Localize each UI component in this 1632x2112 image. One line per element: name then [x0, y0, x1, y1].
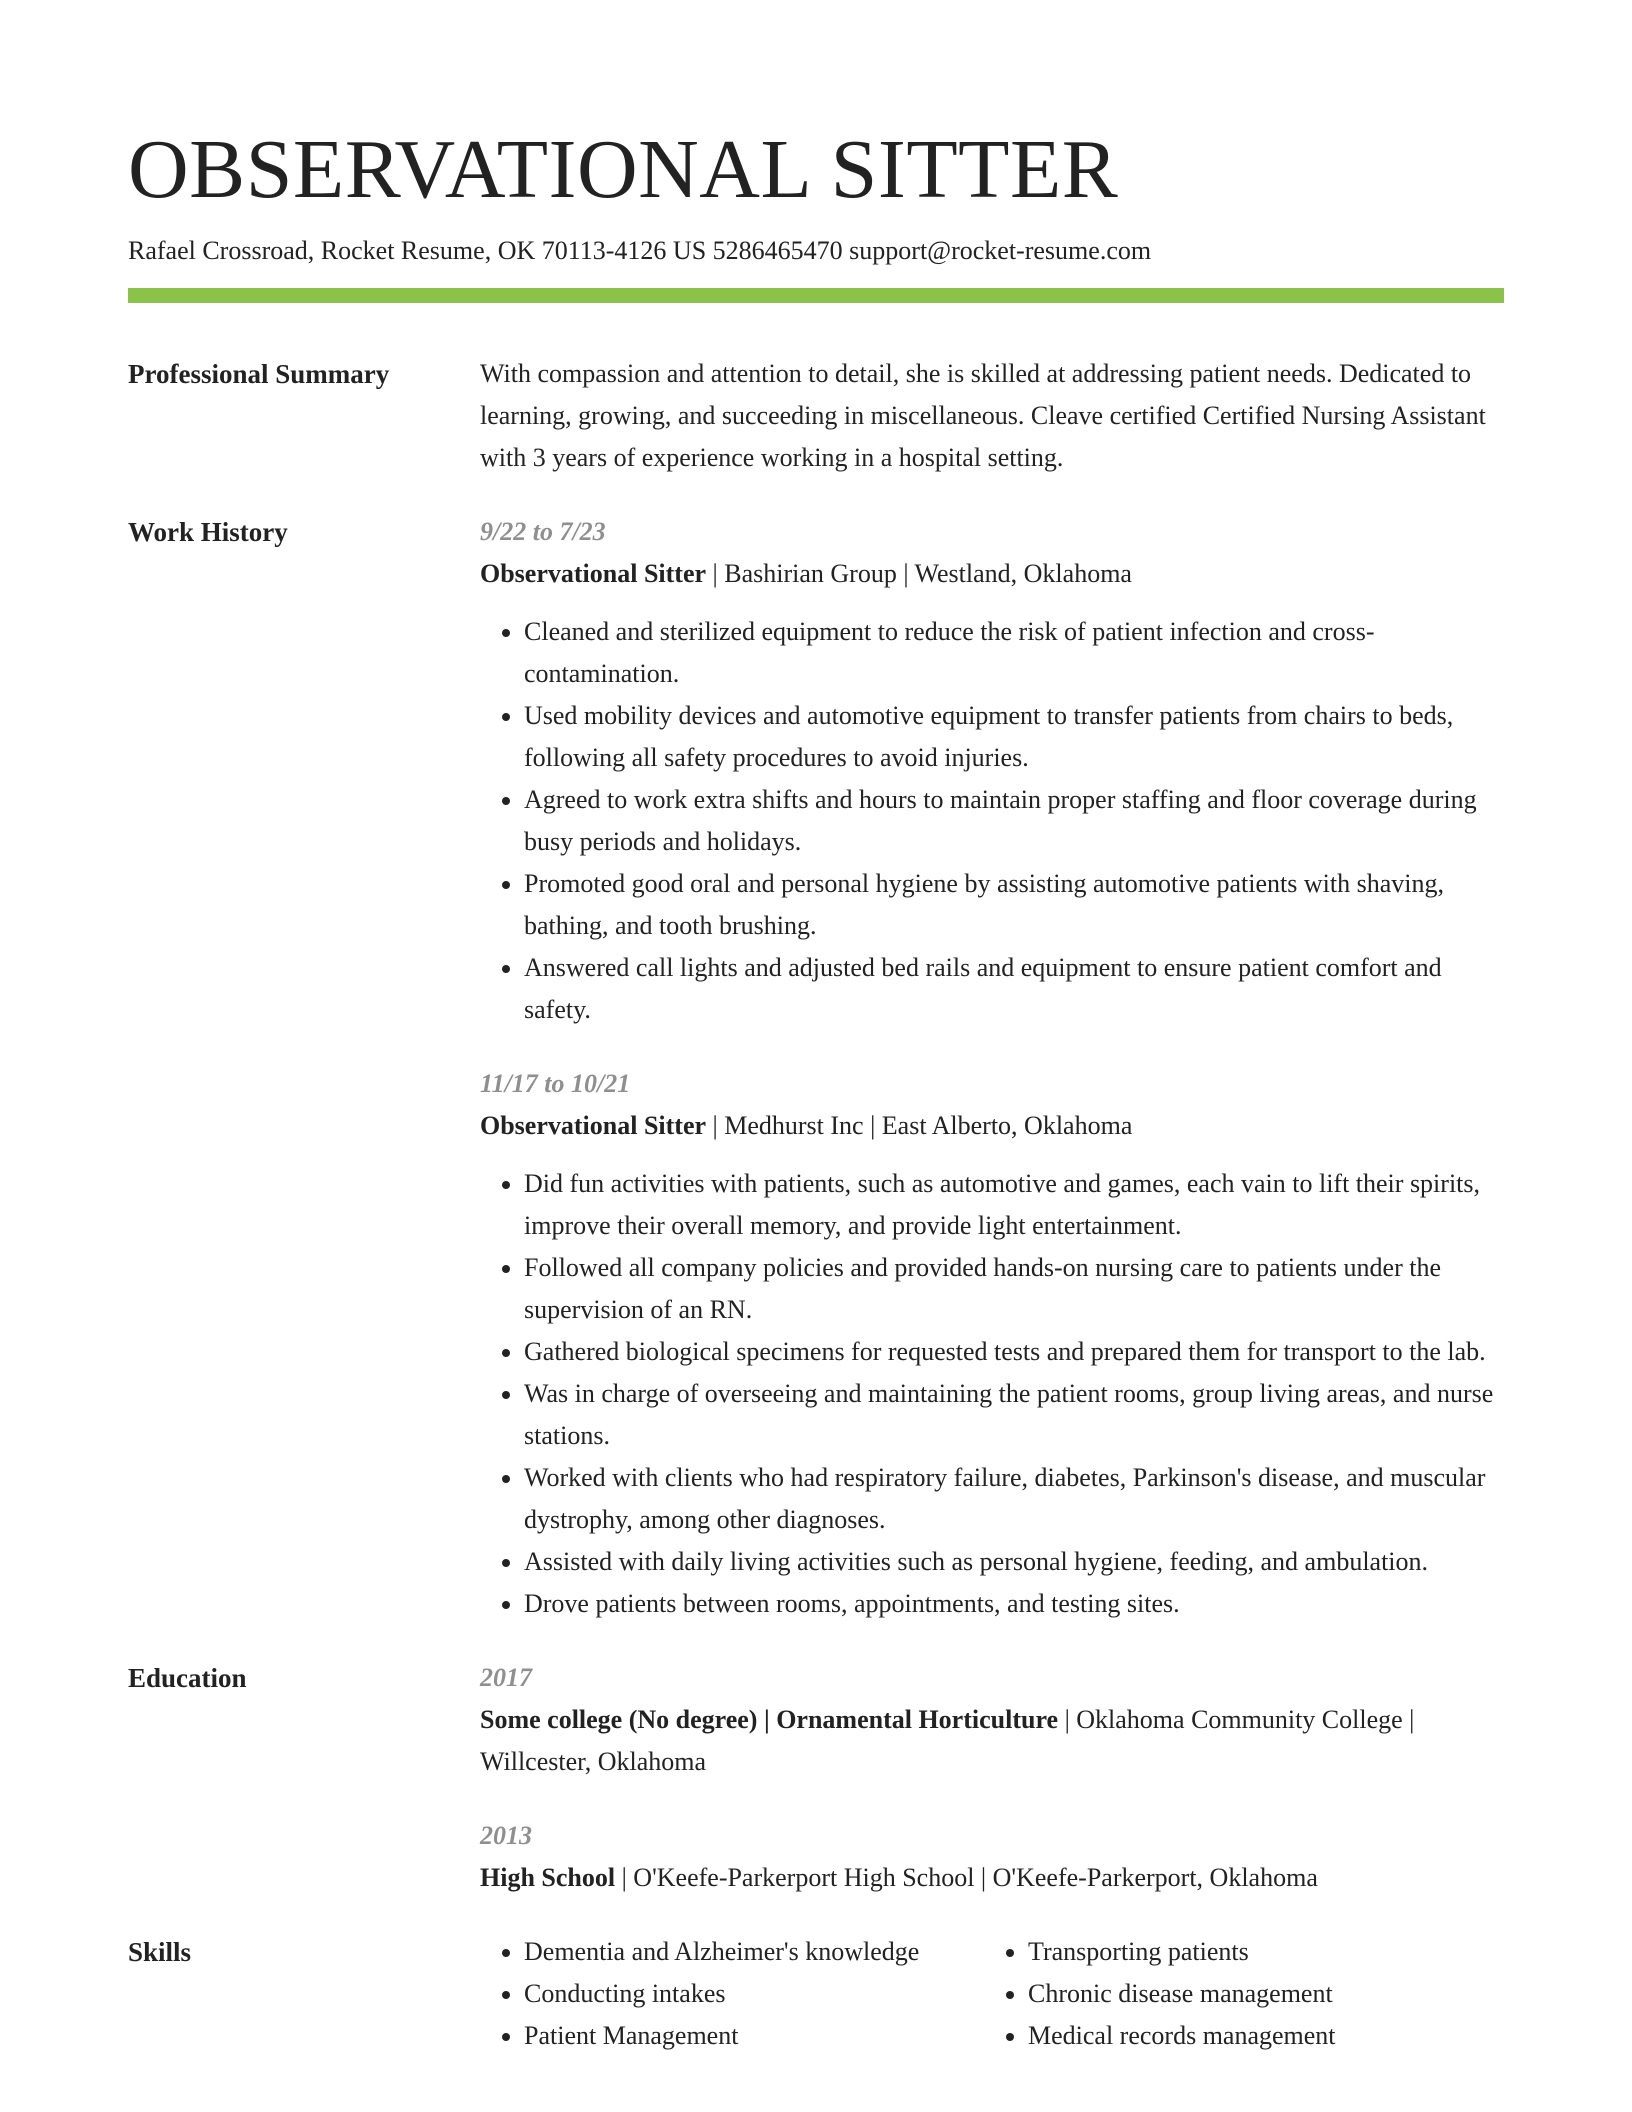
job-entry — [480, 1063, 1504, 1625]
skills-heading: Skills — [128, 1937, 192, 1967]
resume-name-title: OBSERVATIONAL SITTER — [128, 123, 1119, 216]
resume-page — [128, 0, 1504, 2057]
education-entry — [480, 1657, 1504, 1783]
skill-item: • Conducting intakes — [524, 1973, 984, 2015]
job-dates: 11/17 to 10/21 — [480, 1069, 631, 1098]
job-employer-location: | Medhurst Inc | East Alberto, Oklahoma — [706, 1111, 1133, 1140]
job-duty-item: • Answered call lights and adjusted bed rails and equipment to ensure patient comfort and safety. — [524, 947, 1504, 1031]
job-duty-item: • Drove patients between rooms, appointments, and testing sites. — [524, 1583, 1504, 1625]
education-school-location: | O'Keefe-Parkerport High School | O'Keefe-Parkerport, Oklahoma — [615, 1863, 1318, 1892]
skill-item: • Dementia and Alzheimer's knowledge — [524, 1931, 984, 1973]
education-year: 2013 — [480, 1821, 532, 1850]
skills-grid — [480, 1931, 1504, 2057]
job-duty-item: • Assisted with daily living activities such as personal hygiene, feeding, and ambulation. — [524, 1541, 1504, 1583]
work-history-section — [128, 511, 1504, 1625]
education-section — [128, 1657, 1504, 1899]
job-duty-item: • Promoted good oral and personal hygiene by assisting automotive patients with shaving, bathing, and tooth brushing. — [524, 863, 1504, 947]
job-employer-location: | Bashirian Group | Westland, Oklahoma — [706, 559, 1132, 588]
job-role-line — [480, 1105, 1504, 1147]
skill-item: • Patient Management — [524, 2015, 984, 2057]
skill-item: • Medical records management — [1028, 2015, 1504, 2057]
education-line — [480, 1699, 1504, 1783]
job-title: Observational Sitter — [480, 559, 707, 588]
education-year: 2017 — [480, 1663, 532, 1692]
job-duty-item: • Cleaned and sterilized equipment to reduce the risk of patient infection and cross-contamination. — [524, 611, 1504, 695]
job-role-line — [480, 553, 1504, 595]
education-degree: High School — [480, 1863, 616, 1892]
skills-list-left — [480, 1931, 984, 2057]
job-title: Observational Sitter — [480, 1111, 707, 1140]
skills-section — [128, 1931, 1504, 2057]
education-entry — [480, 1815, 1504, 1899]
education-body — [480, 1657, 1504, 1899]
job-duties-list — [480, 611, 1504, 1031]
job-duty-item: • Gathered biological specimens for requested tests and prepared them for transport to the lab. — [524, 1331, 1504, 1373]
job-duty-item: • Worked with clients who had respiratory failure, diabetes, Parkinson's disease, and muscular dystrophy, among other diagnoses. — [524, 1457, 1504, 1541]
job-duty-item: • Did fun activities with patients, such as automotive and games, each vain to lift their spirits, improve their overall memory, and provide light entertainment. — [524, 1163, 1504, 1247]
accent-divider — [128, 288, 1504, 303]
job-duty-item: • Used mobility devices and automotive equipment to transfer patients from chairs to beds, following all safety procedures to avoid injuries. — [524, 695, 1504, 779]
education-degree: Some college (No degree) | Ornamental Horticulture — [480, 1705, 1059, 1734]
summary-body — [480, 353, 1504, 479]
education-heading: Education — [128, 1663, 247, 1693]
job-dates: 9/22 to 7/23 — [480, 517, 606, 546]
job-duty-item: • Agreed to work extra shifts and hours to maintain proper staffing and floor coverage during busy periods and holidays. — [524, 779, 1504, 863]
job-duties-list — [480, 1163, 1504, 1625]
skill-item: • Chronic disease management — [1028, 1973, 1504, 2015]
skills-body — [480, 1931, 1504, 2057]
skill-item: • Transporting patients — [1028, 1931, 1504, 1973]
job-duty-item: • Was in charge of overseeing and maintaining the patient rooms, group living areas, and nurse stations. — [524, 1373, 1504, 1457]
summary-text: With compassion and attention to detail, she is skilled at addressing patient needs. Dedicated to learning, growing, and succeeding in miscellaneous. Cleave certified Certified Nursing Assistant with 3 years of experience working in a hospital setting. — [480, 359, 1486, 472]
job-entry — [480, 511, 1504, 1031]
summary-section — [128, 353, 1504, 479]
skills-list-right — [984, 1931, 1504, 2057]
work-history-heading: Work History — [128, 517, 288, 547]
education-line — [480, 1857, 1504, 1899]
contact-line: Rafael Crossroad, Rocket Resume, OK 70113-4126 US 5286465470 support@rocket-resume.com — [128, 236, 1152, 265]
job-duty-item: • Followed all company policies and provided hands-on nursing care to patients under the supervision of an RN. — [524, 1247, 1504, 1331]
work-history-body — [480, 511, 1504, 1625]
summary-heading: Professional Summary — [128, 359, 390, 389]
education-school-location: | Oklahoma Community College | Willcester, Oklahoma — [480, 1705, 1415, 1776]
